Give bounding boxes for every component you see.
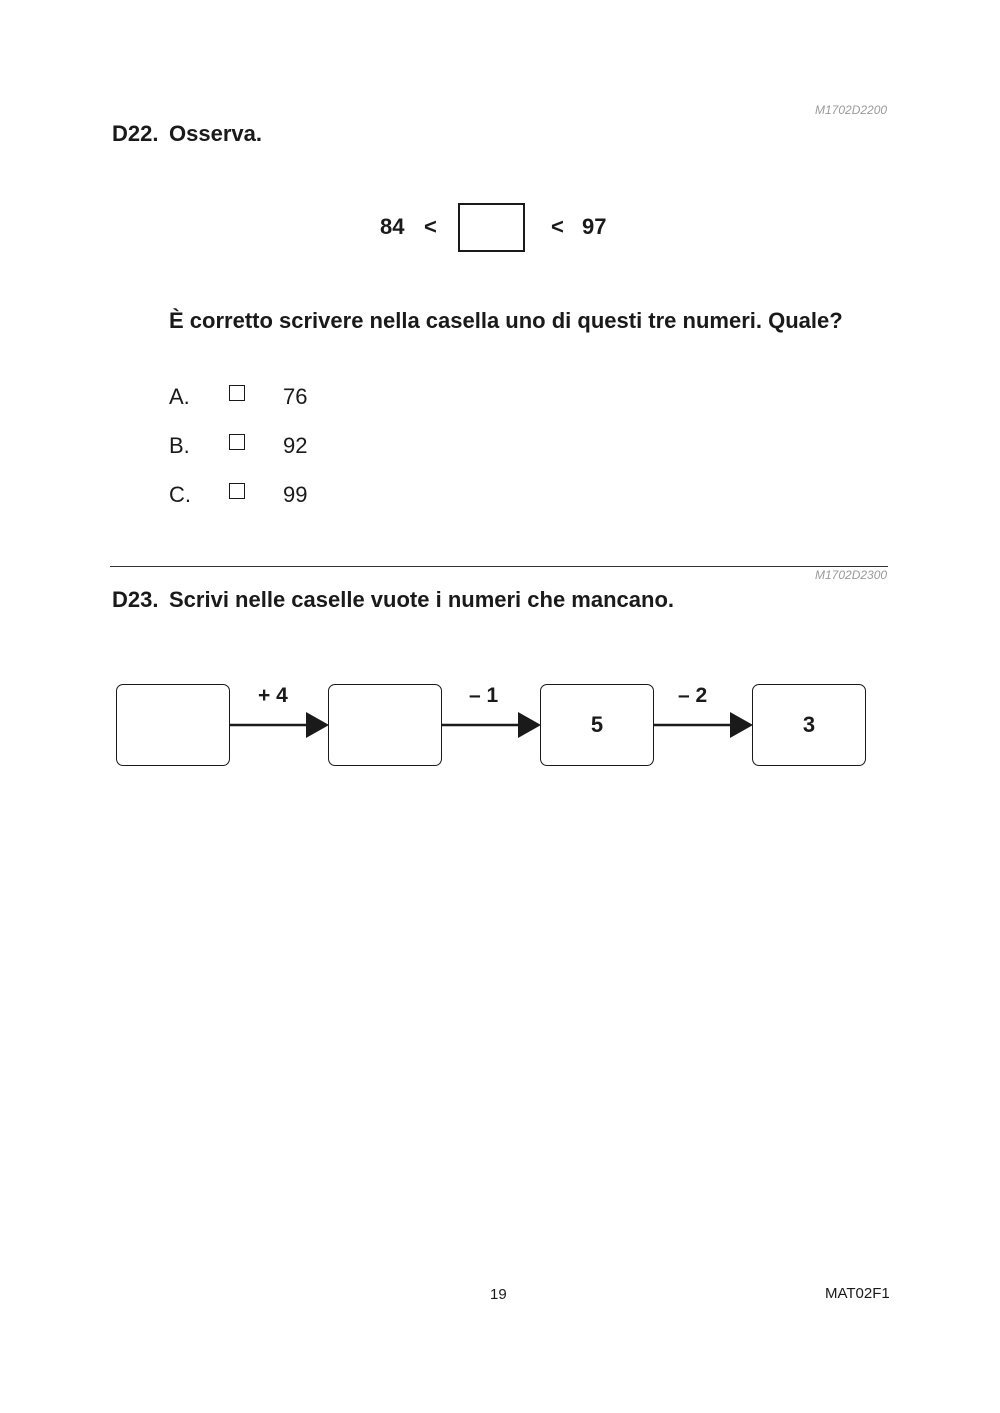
arrow-3 [654,712,753,738]
question-title-text: Scrivi nelle caselle vuote i numeri che mancano. [169,587,674,612]
chain-box-3: 5 [540,684,654,766]
page-number: 19 [490,1286,507,1303]
operation-label-2: – 1 [469,684,499,707]
option-value: 76 [283,384,308,409]
question-number: D22. [112,121,159,146]
option-letter: A. [169,384,190,409]
chain-box-4: 3 [752,684,866,766]
option-letter: C. [169,482,191,507]
arrow-2 [442,712,541,738]
question-title-text: Osserva. [169,121,262,146]
operation-label-1: + 4 [258,684,288,707]
option-letter: B. [169,433,190,458]
inequality-less-than-left: < [424,214,437,239]
item-code-d22: M1702D2200 [815,103,888,117]
inequality-less-than-right: < [551,214,564,239]
document-code: MAT02F1 [825,1285,890,1302]
option-value: 92 [283,433,308,458]
inequality-right-value: 97 [582,214,607,239]
item-code-d23: M1702D2300 [815,568,888,582]
option-value: 99 [283,482,308,507]
chain-box-1[interactable] [116,684,230,766]
inequality-left-value: 84 [380,214,405,239]
arrow-1 [230,712,329,738]
question-number: D23. [112,587,159,612]
operation-label-3: – 2 [678,684,708,707]
question-prompt-d22: È corretto scrivere nella casella uno di questi tre numeri. Quale? [169,308,843,333]
chain-box-2[interactable] [328,684,442,766]
